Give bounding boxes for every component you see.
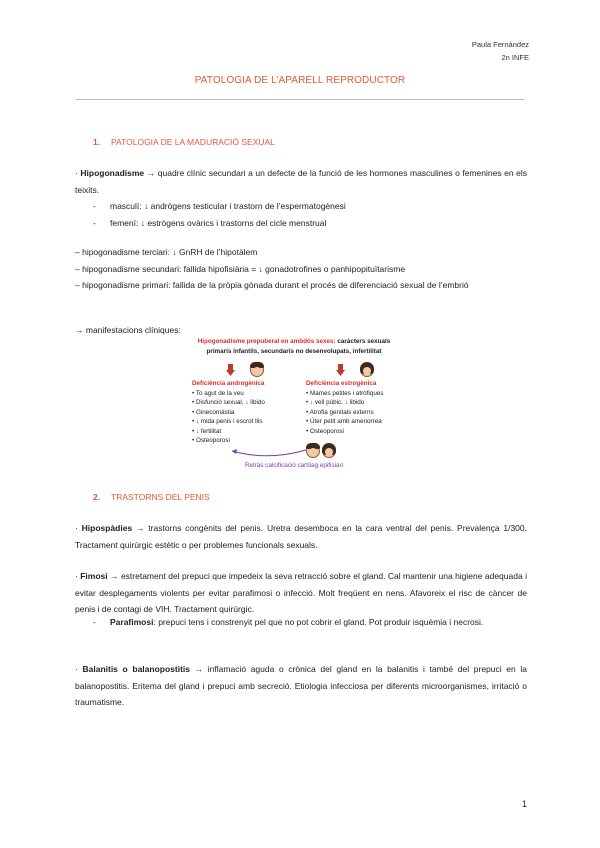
list-item: • Úter petit amb amenorrea bbox=[306, 417, 400, 427]
bullet-dot: · bbox=[75, 664, 83, 674]
estrogen-deficiency-title: Deficiència estrogènica bbox=[306, 380, 377, 387]
figure-bottom-text: Retràs calcificació cartílag epifisiari bbox=[245, 462, 343, 469]
hipogonadisme-term: Hipogonadisme bbox=[80, 168, 145, 178]
estrogen-deficiency-block bbox=[306, 379, 400, 436]
fimosi-term: Fimosi bbox=[80, 571, 108, 581]
author-name: Paula Fernández bbox=[471, 40, 529, 49]
hipogonadisme-bullet-list bbox=[93, 198, 527, 231]
type-primari: – hipogonadisme primari: fallida de la pròpia gònada durant el procés de diferenciació sexual de l’embrió bbox=[75, 280, 469, 290]
page-number: 1 bbox=[521, 799, 527, 809]
document-title: PATOLOGIA DE L’APARELL REPRODUCTOR bbox=[194, 75, 406, 86]
section-1-heading bbox=[93, 137, 275, 147]
dash: - bbox=[93, 201, 96, 211]
fimosi-text: → estretament del prepuci que impedeix la seva retracció sobre el gland. Cal mantenir una higiene adequada i evitar desplegaments violents per evitar parafimosi o infecció. Molt freqüent en nens. Afavoreix el risc de càncer de penis i de contagi de VIH. Tractament quirúrgic. bbox=[75, 571, 527, 614]
list-item: • ↓ vell púbic. ↓ libido bbox=[306, 398, 400, 408]
figure-top-text bbox=[188, 337, 400, 356]
parafimosi-item bbox=[93, 614, 544, 631]
bullet-dot: · bbox=[75, 571, 81, 581]
list-item bbox=[93, 215, 527, 232]
list-item: • To agut de la veu bbox=[192, 389, 300, 399]
down-arrow-icon bbox=[336, 364, 345, 376]
bullet-dot: · bbox=[75, 168, 81, 178]
list-item: • Disfunció sexual, ↓ libido bbox=[192, 398, 300, 408]
figure-top-red: Hipogonadisme prepuberal en ambdós sexes: bbox=[197, 338, 336, 345]
hipospadies-paragraph bbox=[75, 520, 527, 553]
course-label: 2n INFE bbox=[501, 53, 529, 62]
fimosi-paragraph bbox=[75, 568, 527, 618]
bullet-text: femení: ↓ estrògens ovàrics i trastorns del cicle menstrual bbox=[110, 217, 327, 228]
hipogonadisme-paragraph bbox=[75, 165, 527, 198]
list-item: • ↓ mida penis i escrot llis bbox=[192, 417, 300, 427]
balanitis-paragraph bbox=[75, 661, 527, 711]
section-1-title: PATOLOGIA DE LA MADURACIÓ SEXUAL bbox=[111, 137, 275, 147]
down-arrow-icon bbox=[226, 364, 235, 376]
list-item: • Ginecomàstia bbox=[192, 408, 300, 418]
manifestations-label: → manifestacions clíniques: bbox=[75, 325, 181, 335]
hipospadies-text: → trastorns congènits del penis. Uretra desemboca en la cara ventral del penis. Prevalença 1/300. Tractament quirúrgic estètic o per problemes funcionals sexuals. bbox=[75, 523, 527, 550]
connector-arrow-icon bbox=[228, 447, 308, 461]
list-item bbox=[93, 198, 527, 215]
parafimosi-term: Parafimosi bbox=[110, 617, 154, 627]
section-2-heading bbox=[93, 492, 210, 502]
parafimosi-text: : prepuci tens i constrenyit pel que no pot cobrir el gland. Pot produir isquèmia i necrosi. bbox=[153, 617, 484, 627]
page-header bbox=[472, 38, 529, 64]
androgen-deficiency-title: Deficiència androgènica bbox=[192, 380, 265, 387]
bullet-text: masculí: ↓ andrògens testicular i trastorn de l’espermatogènesi bbox=[110, 201, 346, 211]
section-1-number: 1. bbox=[93, 137, 101, 147]
male-face-icon bbox=[306, 444, 320, 458]
dash: - bbox=[93, 617, 96, 627]
balanitis-term: Balanitis o balanopostitis bbox=[82, 664, 191, 674]
list-item: • Osteoporosi bbox=[192, 436, 300, 446]
list-item: • ↓ fertilitat bbox=[192, 427, 300, 437]
hipogonadisme-text: → quadre clínic secundari a un defecte de la funció de les hormones masculines o femenines en els teixits. bbox=[75, 168, 527, 195]
hipospadies-term: Hipospàdies bbox=[81, 523, 133, 533]
female-face-icon bbox=[322, 444, 336, 458]
balanitis-text: → inflamació aguda o crònica del gland en la balanitis i també del prepuci en la balanopostitis. Eritema del gland i prepuci amb secreció. Etiologia infecciosa per diferents microorganismes, irritació o traumatisme. bbox=[75, 664, 527, 707]
figure-top-black: caràcters sexuals primaris infantils, secundaris no desenvolupats, infertilitat bbox=[206, 338, 391, 355]
female-face-icon bbox=[360, 363, 374, 377]
androgen-deficiency-block bbox=[192, 379, 300, 446]
section-2-number: 2. bbox=[93, 492, 101, 502]
type-terciari: – hipogonadisme terciari: ↓ GnRH de l’hipotàlem bbox=[75, 247, 258, 257]
dash: - bbox=[93, 217, 96, 228]
list-item: • Mames petites i atròfiques bbox=[306, 389, 400, 399]
male-face-icon bbox=[250, 363, 264, 377]
list-item: • Atrofia genitals externs bbox=[306, 408, 400, 418]
clinical-manifestations-figure bbox=[188, 337, 400, 472]
title-divider bbox=[76, 99, 524, 100]
bullet-dot: · bbox=[75, 523, 82, 533]
hipogonadisme-types bbox=[75, 244, 527, 294]
list-item: • Osteoporosi bbox=[306, 427, 400, 437]
type-secundari: – hipogonadisme secundari: fallida hipofisiària = ↓ gonadotrofines o panhipopituïtarisme bbox=[75, 263, 406, 274]
section-2-title: TRASTORNS DEL PENIS bbox=[111, 492, 210, 502]
